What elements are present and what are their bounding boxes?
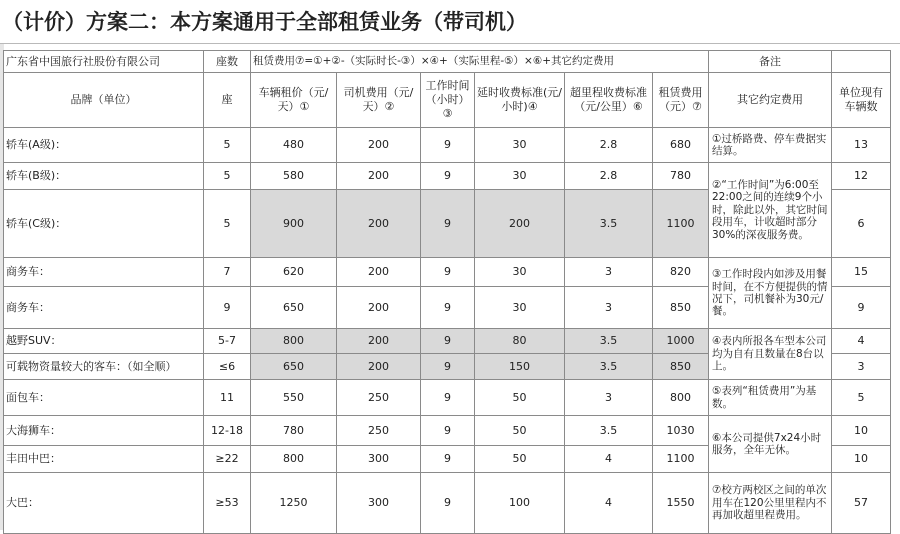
remarks-header: 备注 (709, 51, 832, 73)
table-row (4, 329, 891, 354)
cell-driver: 200 (337, 329, 421, 354)
vehicle-count-header: 单位现有车辆数 (832, 73, 891, 128)
cell-driver: 200 (337, 287, 421, 329)
note-cell: ⑦校方两校区之间的单次用车在120公里里程内不再加收超里程费用。 (709, 473, 832, 534)
cell-seats: 11 (204, 380, 251, 416)
cell-overtime: 50 (475, 416, 565, 446)
note-cell: ③工作时段内如涉及用餐时间，在不方便提供的情况下，司机餐补为30元/餐。 (709, 258, 832, 329)
cell-total: 1000 (653, 329, 709, 354)
table-row (4, 380, 891, 416)
cell-count: 3 (832, 354, 891, 380)
table-row (4, 258, 891, 287)
other-fees-header: 其它约定费用 (709, 73, 832, 128)
cell-driver: 200 (337, 128, 421, 163)
overtime-header: 延时收费标准(元/小时)④ (475, 73, 565, 128)
cell-count: 4 (832, 329, 891, 354)
vehicle-name-cell: 商务车： (4, 258, 204, 287)
note-cell: ⑥本公司提供7x24小时服务，全年无休。 (709, 416, 832, 473)
cell-driver: 200 (337, 190, 421, 258)
vehicle-name-cell: 轿车(A级)： (4, 128, 204, 163)
cell-count: 13 (832, 128, 891, 163)
header-row-columns (4, 73, 891, 128)
driver-header: 司机费用（元/天）② (337, 73, 421, 128)
cell-overtime: 30 (475, 287, 565, 329)
vehicle-name-cell: 商务车： (4, 287, 204, 329)
cell-total: 780 (653, 163, 709, 190)
cell-overmile: 4 (565, 473, 653, 534)
table-row (4, 128, 891, 163)
cell-seats: 5 (204, 163, 251, 190)
cell-seats: 5 (204, 190, 251, 258)
cell-rent: 620 (251, 258, 337, 287)
cell-total: 1100 (653, 190, 709, 258)
cell-rent: 800 (251, 446, 337, 473)
cell-driver: 200 (337, 258, 421, 287)
cell-overtime: 30 (475, 128, 565, 163)
table-row (4, 416, 891, 446)
cell-overmile: 3 (565, 258, 653, 287)
cell-seats: ≤6 (204, 354, 251, 380)
cell-seats: 12-18 (204, 416, 251, 446)
cell-rent: 780 (251, 416, 337, 446)
vehicle-name-cell: 轿车(C级)： (4, 190, 204, 258)
cell-overtime: 30 (475, 163, 565, 190)
cell-total: 800 (653, 380, 709, 416)
rent-header: 车辆租价（元/天）① (251, 73, 337, 128)
cell-rent: 580 (251, 163, 337, 190)
hours-header: 工作时间（小时）③ (421, 73, 475, 128)
cell-hours: 9 (421, 287, 475, 329)
cell-hours: 9 (421, 473, 475, 534)
table-row (4, 163, 891, 190)
cell-overtime: 200 (475, 190, 565, 258)
overmile-header: 超里程收费标准（元/公里）⑥ (565, 73, 653, 128)
cell-count: 12 (832, 163, 891, 190)
cell-rent: 650 (251, 354, 337, 380)
brand-header: 品牌（单位） (4, 73, 204, 128)
cell-total: 1030 (653, 416, 709, 446)
cell-overmile: 4 (565, 446, 653, 473)
cell-overmile: 2.8 (565, 163, 653, 190)
cell-rent: 900 (251, 190, 337, 258)
cell-overtime: 80 (475, 329, 565, 354)
table-row (4, 473, 891, 534)
cell-count: 10 (832, 446, 891, 473)
cell-driver: 250 (337, 380, 421, 416)
cell-hours: 9 (421, 128, 475, 163)
cell-total: 850 (653, 354, 709, 380)
cell-seats: 5 (204, 128, 251, 163)
cell-overtime: 50 (475, 446, 565, 473)
cell-count: 9 (832, 287, 891, 329)
cell-seats: ≥22 (204, 446, 251, 473)
header-row-top (4, 51, 891, 73)
cell-overtime: 30 (475, 258, 565, 287)
note-cell: ④表内所报各车型本公司均为自有且数量在8台以上。 (709, 329, 832, 380)
vehicle-name-cell: 大海狮车： (4, 416, 204, 446)
note-cell: ①过桥路费、停车费据实结算。 (709, 128, 832, 163)
cell-overtime: 100 (475, 473, 565, 534)
cell-overmile: 3.5 (565, 354, 653, 380)
cell-overmile: 3.5 (565, 329, 653, 354)
cell-overmile: 3 (565, 380, 653, 416)
company-name: 广东省中国旅行社股份有限公司 (4, 51, 204, 73)
cell-driver: 200 (337, 163, 421, 190)
cell-hours: 9 (421, 380, 475, 416)
cell-rent: 550 (251, 380, 337, 416)
cell-driver: 200 (337, 354, 421, 380)
cell-driver: 300 (337, 446, 421, 473)
cell-rent: 800 (251, 329, 337, 354)
cell-total: 680 (653, 128, 709, 163)
cell-overmile: 3.5 (565, 416, 653, 446)
cell-overmile: 3.5 (565, 190, 653, 258)
cell-hours: 9 (421, 354, 475, 380)
note-cell: ②“工作时间”为6:00至22:00之间的连续9个小时，除此以外，其它时间段用车，计收超时部分30%的深夜服务费。 (709, 163, 832, 258)
cell-seats: ≥53 (204, 473, 251, 534)
cell-count: 6 (832, 190, 891, 258)
cell-overtime: 150 (475, 354, 565, 380)
vehicle-name-cell: 轿车(B级)： (4, 163, 204, 190)
cell-hours: 9 (421, 329, 475, 354)
cell-total: 850 (653, 287, 709, 329)
vehicle-name-cell: 可载物资量较大的客车：（如全顺） (4, 354, 204, 380)
formula-header: 租赁费用⑦=①+②-（实际时长-③）×④+（实际里程-⑤）×⑥+其它约定费用 (251, 51, 709, 73)
vehicle-name-cell: 丰田中巴： (4, 446, 204, 473)
cell-hours: 9 (421, 163, 475, 190)
cell-hours: 9 (421, 258, 475, 287)
seats-header: 座数 (204, 51, 251, 73)
cell-seats: 7 (204, 258, 251, 287)
cell-overtime: 50 (475, 380, 565, 416)
cell-overmile: 2.8 (565, 128, 653, 163)
vehicle-name-cell: 面包车： (4, 380, 204, 416)
cell-count: 57 (832, 473, 891, 534)
cell-total: 820 (653, 258, 709, 287)
seat-unit-header: 座 (204, 73, 251, 128)
cell-seats: 9 (204, 287, 251, 329)
cell-count: 10 (832, 416, 891, 446)
total-header: 租赁费用（元）⑦ (653, 73, 709, 128)
cell-hours: 9 (421, 446, 475, 473)
cell-hours: 9 (421, 416, 475, 446)
cell-rent: 650 (251, 287, 337, 329)
vehicle-name-cell: 大巴： (4, 473, 204, 534)
cell-rent: 480 (251, 128, 337, 163)
cell-count: 15 (832, 258, 891, 287)
cell-overmile: 3 (565, 287, 653, 329)
cell-total: 1550 (653, 473, 709, 534)
note-cell: ⑤表列“租赁费用”为基数。 (709, 380, 832, 416)
cell-seats: 5-7 (204, 329, 251, 354)
cell-driver: 300 (337, 473, 421, 534)
cell-driver: 250 (337, 416, 421, 446)
cell-hours: 9 (421, 190, 475, 258)
cell-rent: 1250 (251, 473, 337, 534)
page-title: （计价）方案二：本方案通用于全部租赁业务（带司机） (0, 0, 900, 44)
vehicle-name-cell: 越野SUV： (4, 329, 204, 354)
cell-count: 5 (832, 380, 891, 416)
cell-total: 1100 (653, 446, 709, 473)
pricing-table (3, 50, 891, 534)
blank-header (832, 51, 891, 73)
